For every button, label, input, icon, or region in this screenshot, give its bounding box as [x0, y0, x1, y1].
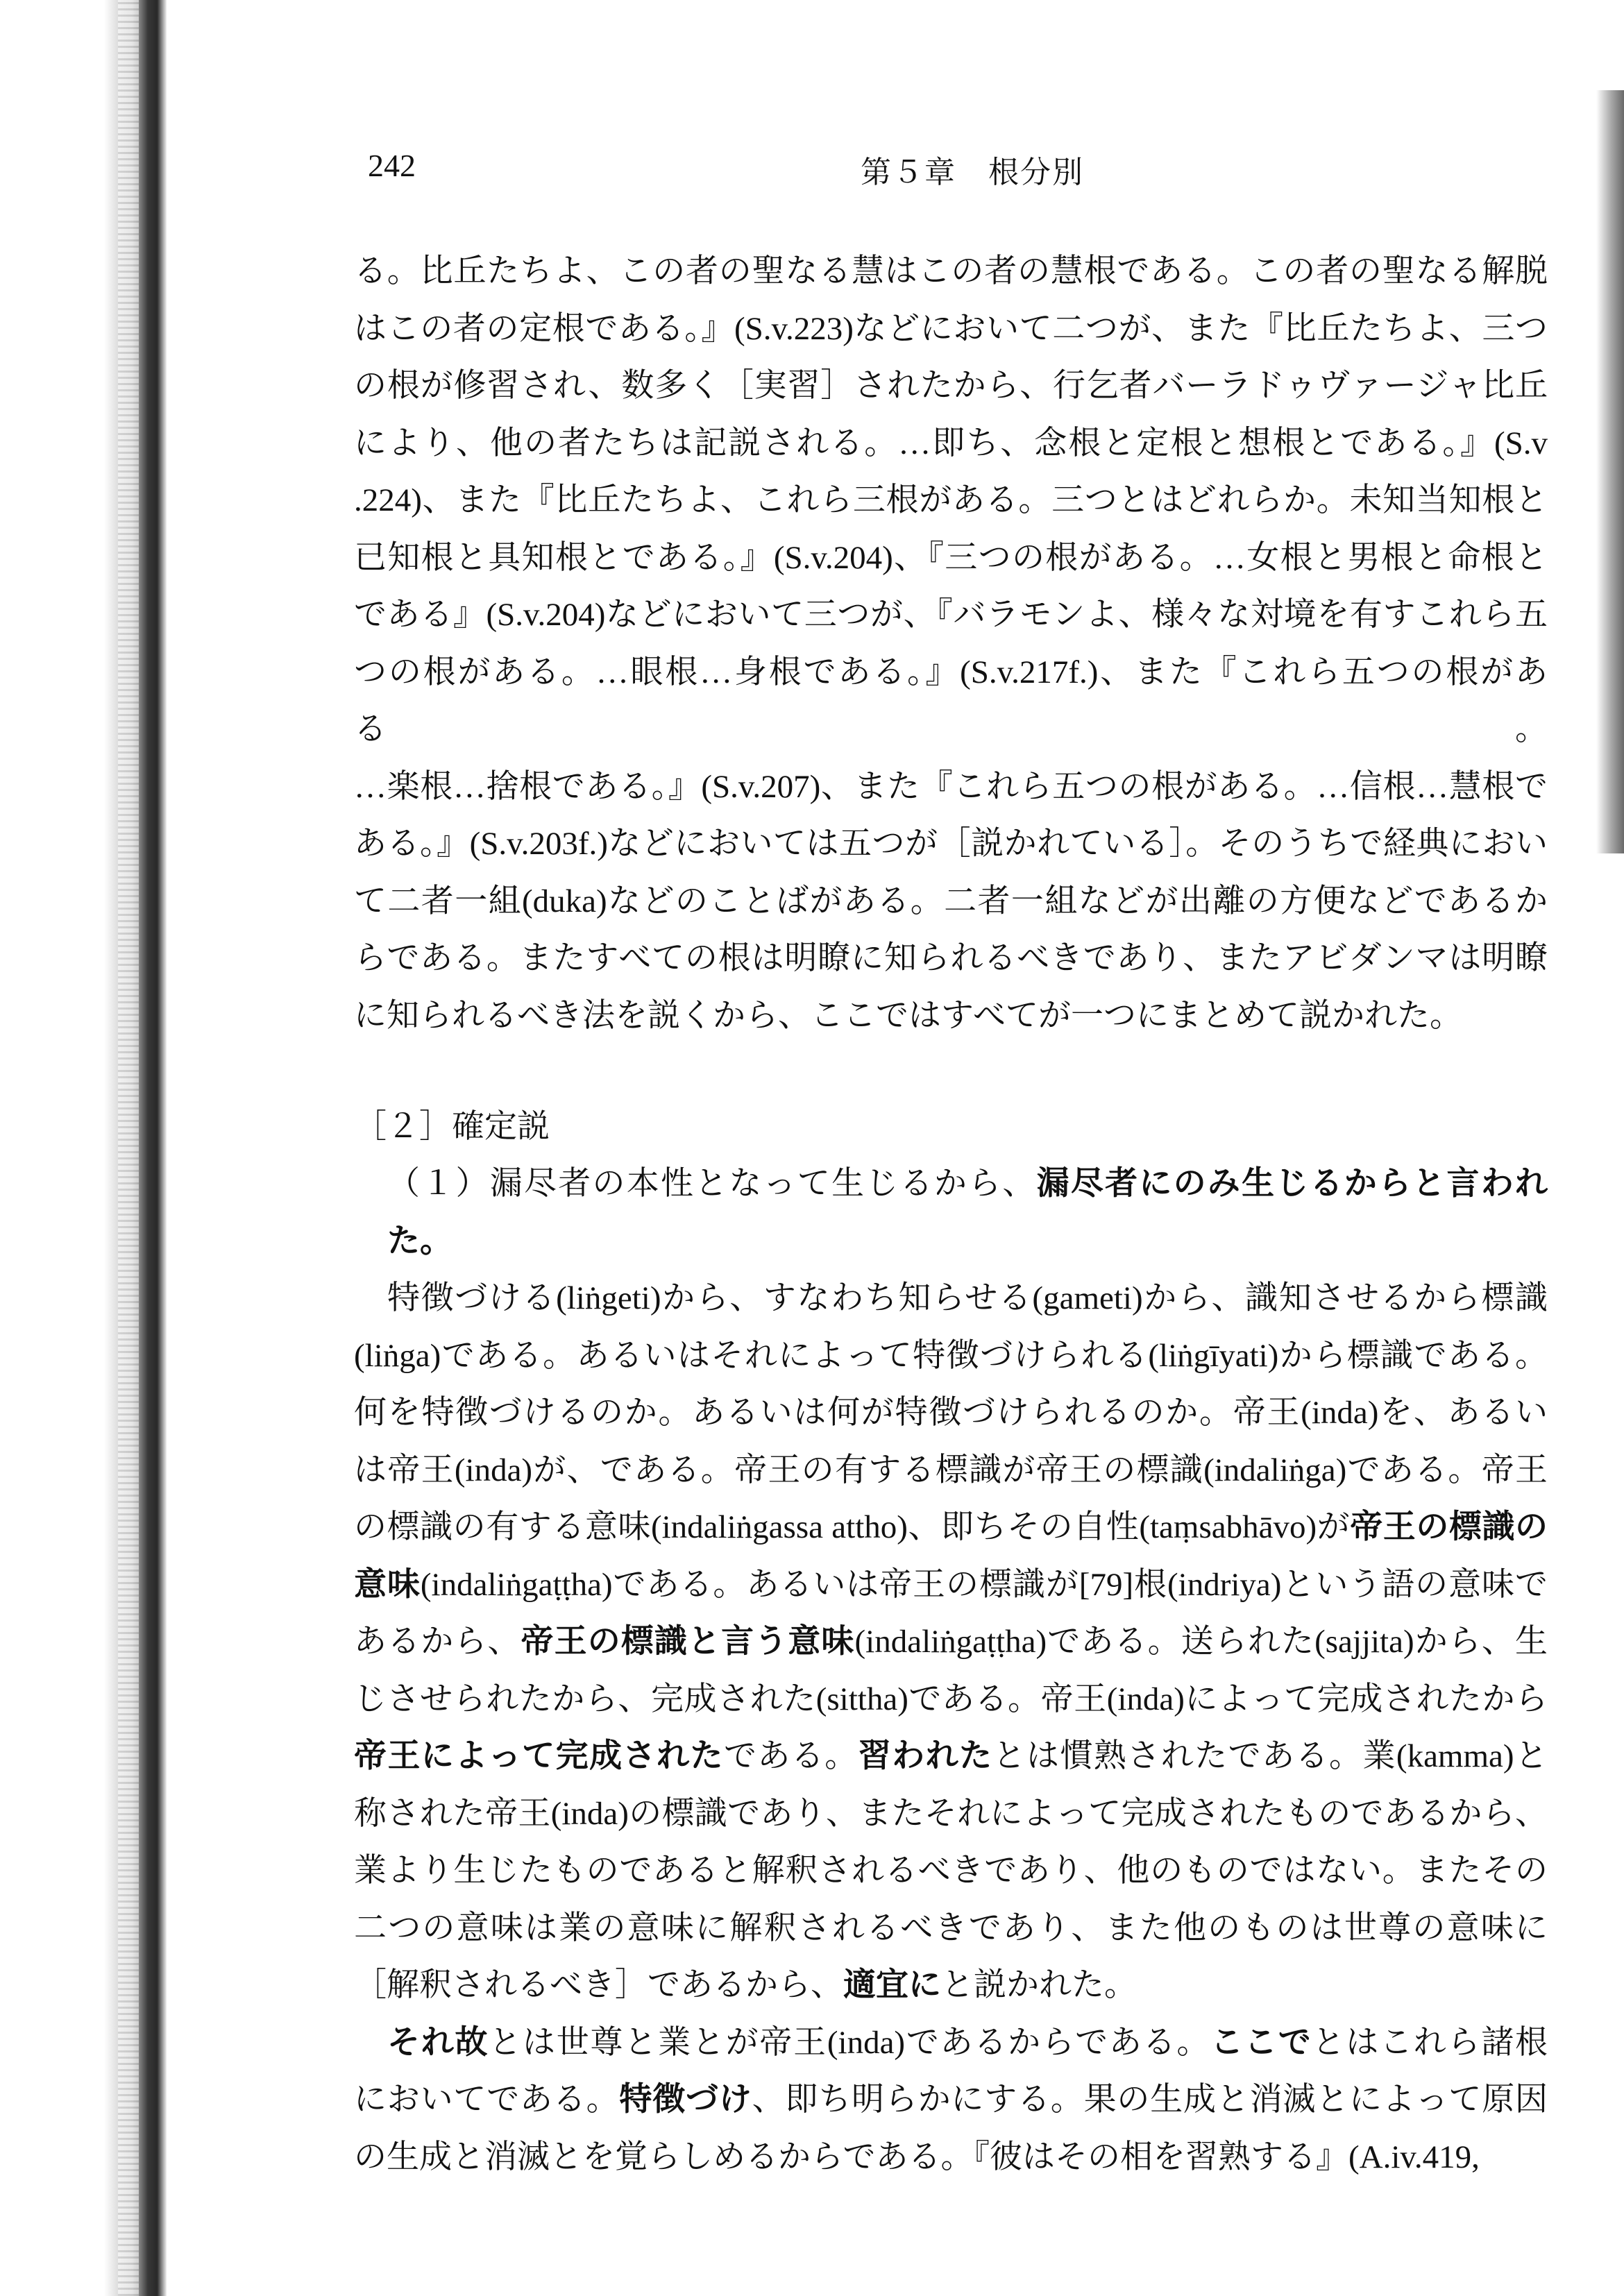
text-segment: に知られるべき法を説くから、ここではすべてが一つにまとめて説かれた。 [354, 997, 1463, 1034]
text-segment: 已知根と具知根とである。』(S.v.204)、『三つの根がある。…女根と男根と命根と [354, 539, 1548, 576]
text-line [354, 930, 1548, 987]
text-line [354, 1442, 1548, 1499]
text-segment: .224)、また『比丘たちよ、これら三根がある。三つとはどれらか。未知当知根と [354, 482, 1548, 518]
page-number: 242 [368, 148, 416, 183]
text-segment: においてである。 [354, 2082, 620, 2118]
text-line [354, 415, 1548, 473]
scan-artifact [118, 0, 139, 2296]
text-segment: の根が修習され、数多く［実習］されたから、行乞者バーラドゥヴァージャ比丘 [354, 368, 1548, 404]
bold-term: 帝王の標識の [1350, 1509, 1548, 1545]
text-line [354, 1556, 1548, 1614]
text-line [354, 586, 1548, 644]
text-segment: 称された帝王(inda)の標識であり、またそれによって完成されたものであるから、 [354, 1795, 1548, 1832]
text-line [354, 1499, 1548, 1556]
bold-term: 習われた [858, 1738, 993, 1774]
text-line [354, 987, 1548, 1045]
text-line [354, 644, 1548, 758]
text-segment: により、他の者たちは記説される。…即ち、念根と定根と想根とである。』(S.v [354, 425, 1548, 461]
text-segment: とはこれら諸根 [1312, 2024, 1548, 2061]
text-segment: 特徴づける(liṅgeti)から、すなわち知らせる(gameti)から、識知させるから標識 [387, 1280, 1548, 1316]
text-line [354, 472, 1548, 529]
text-line [354, 1671, 1548, 1728]
bold-term: 帝王の標識と言う意味 [521, 1624, 855, 1660]
text-segment: らである。またすべての根は明瞭に知られるべきであり、またアビダンマは明瞭 [354, 940, 1548, 976]
text-segment: (liṅga)である。あるいはそれによって特徴づけられる(liṅgīyati)から標識である。 [354, 1337, 1548, 1374]
page-body [354, 243, 1548, 2186]
text-line [354, 1728, 1548, 1785]
text-line [354, 1270, 1548, 1327]
bold-term: 帝王によって完成された [354, 1738, 724, 1774]
text-line [354, 815, 1548, 873]
text-segment: である』(S.v.204)などにおいて三つが、『バラモンよ、様々な対境を有すこれら五 [354, 597, 1548, 633]
text-segment: る。比丘たちよ、この者の聖なる慧はこの者の慧根である。この者の聖なる解脱 [354, 253, 1548, 289]
text-segment: はこの者の定根である。』(S.v.223)などにおいて二つが、また『比丘たちよ、三つ [354, 310, 1548, 347]
text-line [354, 529, 1548, 587]
text-segment: …楽根…捨根である。』(S.v.207)、また『これら五つの根がある。…信根…慧根で [354, 768, 1548, 805]
text-line [354, 1155, 1548, 1270]
text-segment: 業より生じたものであると解釈されるべきであり、他のものではない。またその [354, 1853, 1548, 1889]
text-line [354, 1327, 1548, 1385]
text-segment: つの根がある。…眼根…身根である。』(S.v.217f.)、また『これら五つの根がある。 [354, 654, 1548, 747]
text-segment: 何を特徴づけるのか。あるいは何が特徴づけられるのか。帝王(inda)を、あるい [354, 1395, 1548, 1431]
text-line [354, 1957, 1548, 2014]
bold-term: ここで [1210, 2024, 1312, 2061]
text-line [354, 1384, 1548, 1442]
text-line [354, 300, 1548, 358]
text-segment: ［解釈されるべき］であるから、 [354, 1967, 843, 2003]
section-heading: ［２］確定説 [354, 1109, 550, 1145]
paragraph-section-2 [354, 1155, 1548, 2186]
text-segment: とは慣熟されたである。業(kamma)と [992, 1738, 1548, 1774]
text-line [354, 1842, 1548, 1900]
text-segment: は帝王(inda)が、である。帝王の有する標識が帝王の標識(indaliṅga)である。帝王 [354, 1452, 1548, 1488]
bold-term: 意味 [354, 1566, 421, 1603]
text-segment: ある。』(S.v.203f.)などにおいては五つが［説かれている］。そのうちで経典におい [354, 826, 1548, 862]
bold-term: 適宜に [843, 1967, 941, 2003]
bold-term: 漏尽者にのみ生じるからと言われた。 [387, 1166, 1548, 1259]
text-line [354, 357, 1548, 415]
text-segment: あるから、 [354, 1624, 521, 1660]
text-line [354, 1900, 1548, 1957]
text-line [354, 873, 1548, 930]
text-segment: 、即ち明らかにする。果の生成と消滅とによって原因 [752, 2082, 1548, 2118]
text-segment: （１）漏尽者の本性となって生じるから、 [387, 1166, 1037, 1202]
text-segment: (indaliṅgaṭṭha)である。送られた(sajjita)から、生 [854, 1624, 1548, 1660]
text-segment: じさせられたから、完成された(sittha)である。帝王(inda)によって完成されたから [354, 1681, 1548, 1717]
text-segment: の標識の有する意味(indaliṅgassa attho)、即ちその自性(taṃsabhāvo)が [354, 1509, 1351, 1545]
text-segment: と説かれた。 [941, 1967, 1137, 2003]
bold-term: それ故 [387, 2024, 489, 2061]
text-segment: て二者一組(duka)などのことばがある。二者一組などが出離の方便などであるか [354, 883, 1548, 919]
text-segment: の生成と消滅とを覚らしめるからである。『彼はその相を習熟する』(A.iv.419, [354, 2138, 1480, 2175]
page-edge-shadow [1596, 90, 1624, 853]
text-line [354, 2071, 1548, 2129]
text-line [354, 758, 1548, 816]
text-line [354, 1613, 1548, 1671]
text-segment: (indaliṅgaṭṭha)である。あるいは帝王の標識が[79]根(indriya)という語の意味で [420, 1566, 1548, 1603]
text-line [354, 2014, 1548, 2072]
paragraph-section-1 [354, 243, 1548, 1044]
bold-term: 特徴づけ [619, 2082, 752, 2118]
text-line [354, 1785, 1548, 1843]
text-segment: である。 [723, 1738, 858, 1774]
chapter-title: 第５章 根分別 [861, 155, 1084, 189]
text-segment: とは世尊と業とが帝王(inda)であるからである。 [489, 2024, 1211, 2061]
text-segment: 二つの意味は業の意味に解釈されるべきであり、また他のものは世尊の意味に [354, 1910, 1548, 1946]
text-line [354, 2129, 1548, 2186]
text-line [354, 243, 1548, 300]
